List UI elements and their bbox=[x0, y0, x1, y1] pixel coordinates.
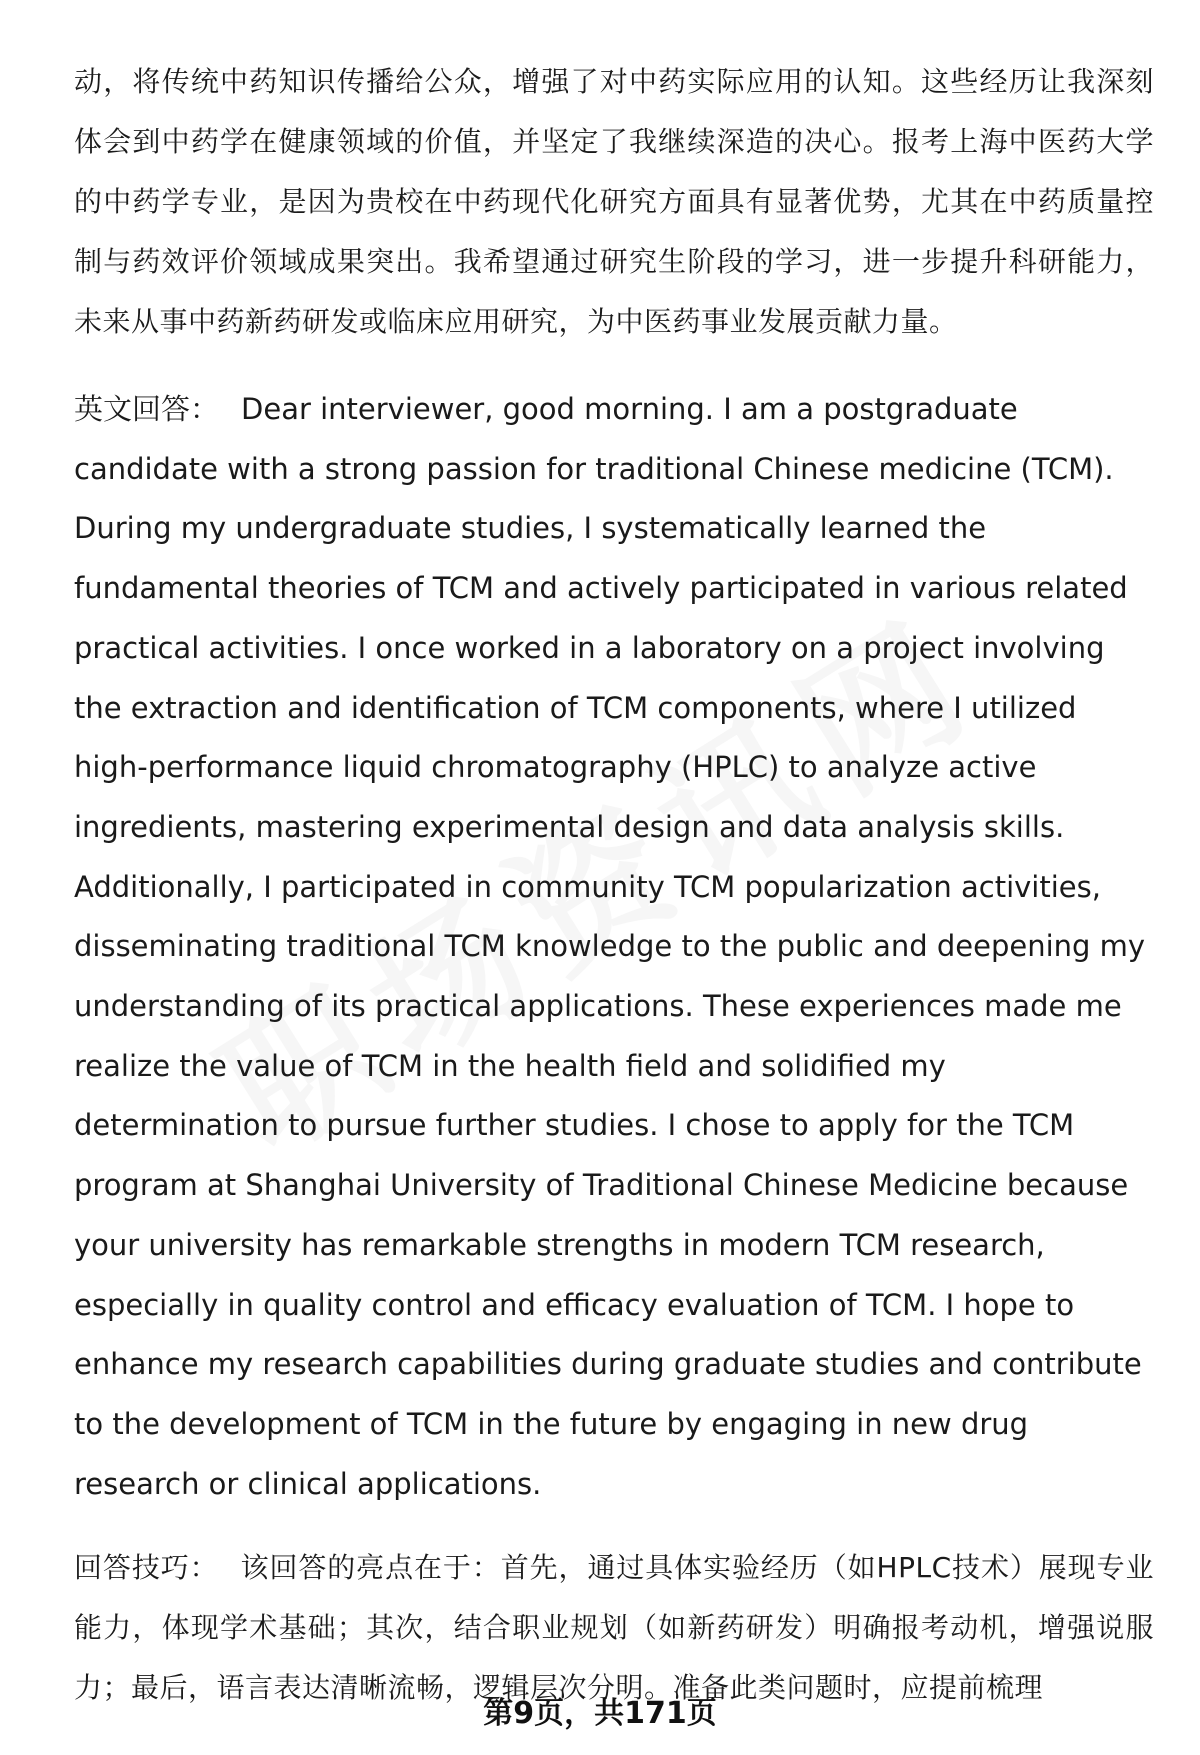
answer-tips-label: 回答技巧： bbox=[74, 1551, 219, 1585]
english-answer-label: 英文回答： bbox=[74, 392, 220, 426]
paragraph-continued: 动，将传统中药知识传播给公众，增强了对中药实际应用的认知。这些经历让我深刻体会到中药学在健康领域的价值，并坚定了我继续深造的决心。报考上海中医药大学的中药学专业，是因为贵校在中药现代化研究方面具有显著优势，尤其在中药质量控制与药效评价领域成果突出。我希望通过研究生阶段的学习，进一步提升科研能力，未来从事中药新药研发或临床应用研究，为中医药事业发展贡献力量。 bbox=[74, 65, 1154, 338]
page-number-footer: 第9页，共171页 bbox=[483, 1696, 717, 1731]
english-answer-text: Dear interviewer, good morning. I am a postgraduate candidate with a strong passion for traditional Chinese medicine (TCM). During my undergraduate studies, I systematically learned the fundamental theories of TCM and actively participated in various related practical activities. I once worked in a laboratory on a project involving the extraction and identification of TCM components, where I utilized high-performance liquid chromatography (HPLC) to analyze active ingredients, mastering experimental design and data analysis skills. Additionally, I participated in community TCM popularization activities, disseminating traditional TCM knowledge to the public and deepening my understanding of its practical applications. These experiences made me realize the value of TCM in the health field and solidified my determination to pursue further studies. I chose to apply for the TCM program at Shanghai University of Traditional Chinese Medicine because your university has remarkable strengths in modern TCM research, especially in quality control and efficacy evaluation of TCM. I hope to enhance my research capabilities during graduate studies and contribute to the development of TCM in the future by engaging in new drug research or clinical applications. bbox=[74, 392, 1146, 1501]
english-answer-paragraph bbox=[74, 380, 1154, 1514]
answer-tips-text: 该回答的亮点在于：首先，通过具体实验经历（如HPLC技术）展现专业能力，体现学术基础；其次，结合职业规划（如新药研发）明确报考动机，增强说服力；最后，语言表达清晰流畅，逻辑层次分明。准备此类问题时，应提前梳理 bbox=[74, 1551, 1154, 1705]
document-page bbox=[74, 52, 1154, 1746]
